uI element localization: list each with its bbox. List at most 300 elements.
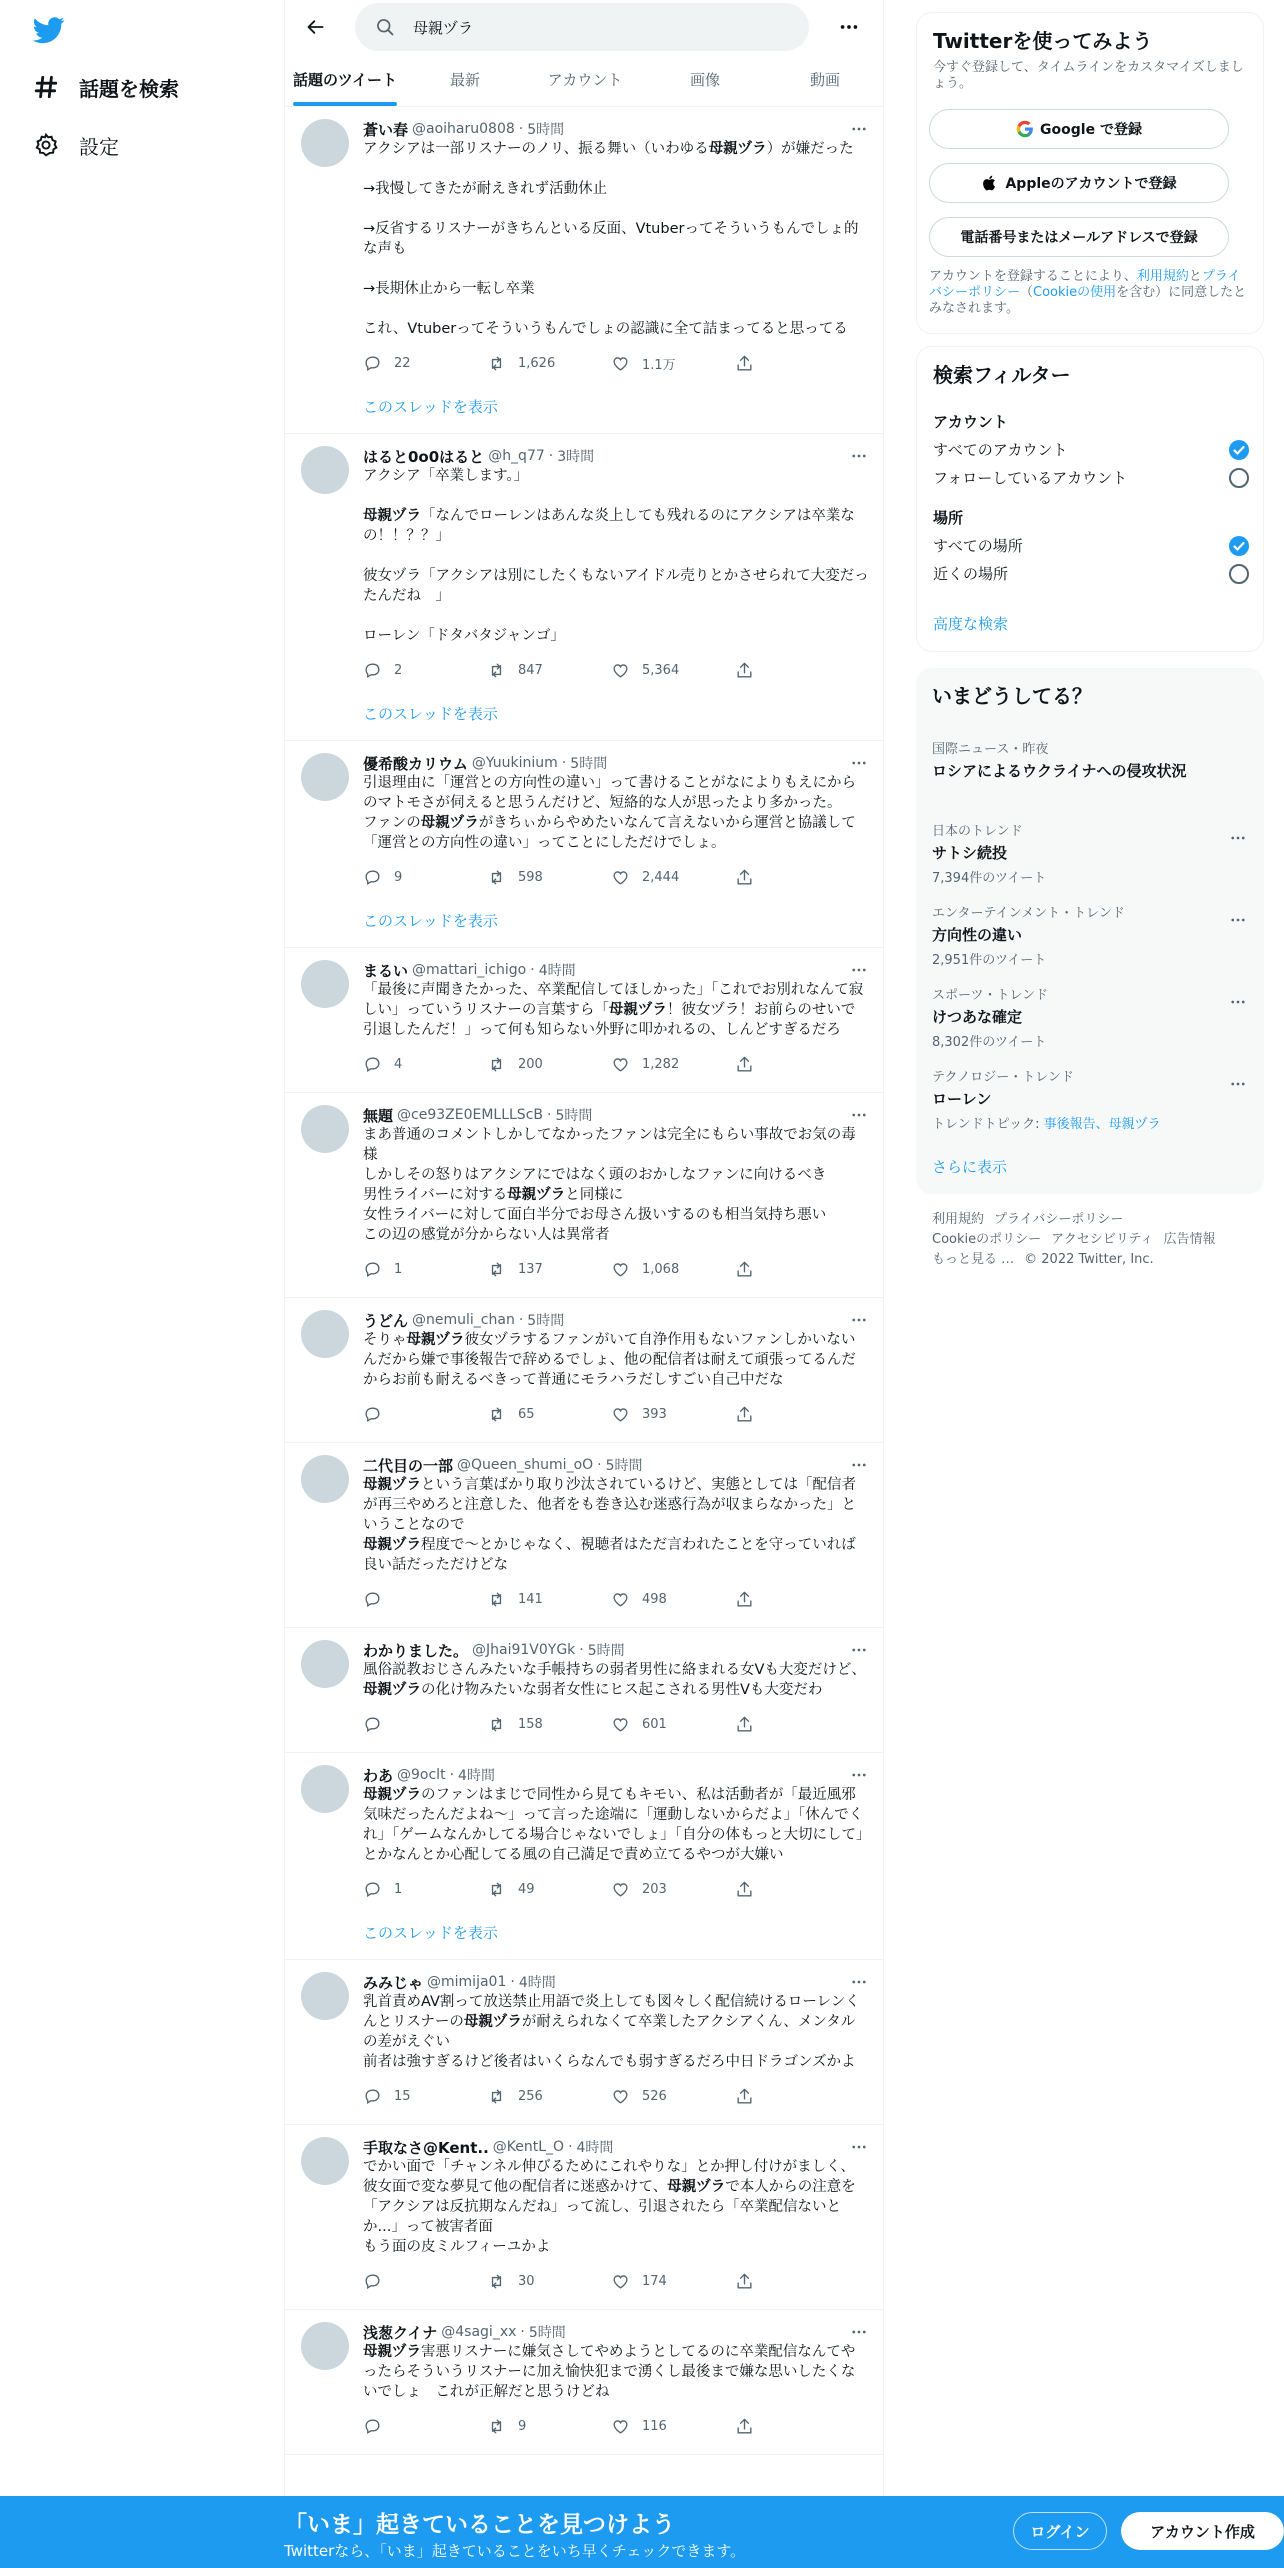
like-button[interactable] <box>611 661 735 680</box>
tweet-timestamp[interactable]: 5時間 <box>527 1313 565 1329</box>
like-count: 174 <box>642 2273 667 2289</box>
reply-icon <box>363 1260 382 1279</box>
retweet-icon <box>487 2087 506 2106</box>
tweet-actions <box>363 859 869 895</box>
reply-icon <box>363 1405 382 1424</box>
tweet-more-icon[interactable] <box>849 1640 869 1660</box>
tweet[interactable] <box>285 741 884 948</box>
like-count: 526 <box>642 2088 667 2104</box>
google-signup-label: Google で登録 <box>1040 122 1142 138</box>
trend-more-icon[interactable] <box>1228 992 1248 1012</box>
filter-place-heading: 場所 <box>933 509 964 527</box>
avatar[interactable] <box>301 1765 349 1813</box>
separator-dot: · <box>547 1107 552 1123</box>
tweet-author-handle[interactable]: @nemuli_chan <box>412 1312 515 1328</box>
radio-checked-icon[interactable] <box>1229 536 1249 556</box>
share-button[interactable] <box>735 1715 766 1734</box>
tweet-author-name[interactable]: 二代目の一部 <box>363 1456 454 1475</box>
avatar[interactable] <box>301 1310 349 1358</box>
retweet-button[interactable] <box>487 2417 611 2436</box>
tweet-author-name[interactable]: 優希酸カリウム <box>363 754 468 773</box>
more-horizontal-icon <box>838 16 860 38</box>
footer-link[interactable]: Cookieのポリシー <box>932 1232 1042 1247</box>
share-button[interactable] <box>735 1880 766 1899</box>
tweet-author-handle[interactable]: @Yuukinium <box>471 755 558 771</box>
retweet-count: 65 <box>518 1406 535 1422</box>
tweet[interactable] <box>285 1753 884 1960</box>
privacy-link[interactable]: プライバシーポリシー <box>929 269 1241 300</box>
tweet-actions <box>363 1706 869 1742</box>
share-icon <box>735 1880 754 1899</box>
trend-topics <box>932 1113 1248 1132</box>
terms-text: アカウントを登録することにより、 <box>929 269 1137 284</box>
separator-dot: · <box>518 121 524 137</box>
heart-icon <box>611 661 630 680</box>
reply-button[interactable] <box>363 1880 487 1899</box>
tweet-author-handle[interactable]: @KentL_O <box>492 2139 565 2155</box>
share-button[interactable] <box>735 661 766 680</box>
tweet-text: そりゃ母親ヅラ彼女ヅラするファンがいて自浄作用もないファンしかいないんだから嫌で事後報告で辞めるでしょ、他の配信者は耐えて頑張ってるんだからお前も耐えるべきって普通にモラハラだしすごい自己中だな <box>363 1332 856 1388</box>
filter-option-label: すべての場所 <box>933 537 1023 555</box>
retweet-icon <box>487 2417 506 2436</box>
avatar[interactable] <box>301 753 349 801</box>
separator-dot: · <box>530 962 535 978</box>
tweet-actions <box>363 1871 869 1907</box>
trend-name: ローレン <box>932 1090 992 1108</box>
terms-link[interactable]: 利用規約 <box>1136 269 1189 284</box>
tweet[interactable] <box>285 948 884 1093</box>
tweet-author-handle[interactable]: @Jhai91V0YGk <box>472 1642 576 1658</box>
reply-count: 1 <box>394 1881 403 1897</box>
filter-account-heading: アカウント <box>933 413 1008 431</box>
terms-text: を含む）に同意したとみなされます。 <box>929 285 1247 316</box>
main-column <box>284 0 884 2568</box>
tweet-timestamp[interactable]: 5時間 <box>527 122 565 138</box>
tweet[interactable] <box>285 1960 884 2125</box>
like-count: 5,364 <box>642 662 680 678</box>
retweet-icon <box>487 661 506 680</box>
filter-option-label: すべてのアカウント <box>933 441 1068 459</box>
share-button[interactable] <box>735 2272 766 2291</box>
trend-more-icon[interactable] <box>1228 1074 1248 1094</box>
like-count: 1,068 <box>642 1261 680 1277</box>
reply-icon <box>363 1590 382 1609</box>
tweet-text: 乳首責めAV割って放送禁止用語で炎上しても図々しく配信続けるローレンくんとリスナーの母親ヅラが耐えられなくて卒業したアクシアくん、メンタルの差がえぐい 前者は強すぎるけど後者はいくらなんでも弱すぎるだろ中日ドラゴンズかよ <box>363 1994 860 2070</box>
google-signup-button[interactable] <box>929 109 1229 149</box>
tweet-more-icon[interactable] <box>849 119 869 139</box>
tweet[interactable] <box>285 1628 884 1753</box>
tweet-author-name[interactable]: わかりました。 <box>363 1641 469 1660</box>
retweet-count: 141 <box>518 1591 543 1607</box>
like-count: 1,282 <box>642 1056 680 1072</box>
footer-link[interactable]: もっと見る … <box>932 1252 1015 1267</box>
tweet-text: アクシアは一部リスナーのノリ、振る舞い（いわゆる母親ヅラ）が嫌だった →我慢してきたが耐えきれず活動休止 →反省するリスナーがきちんといる反面、Vtuberってそういうもんでしょ的な声も →長期休止から一転し卒業 これ、Vtuberってそういうもんでしょの認識に全て詰まってると思ってる <box>363 141 859 337</box>
tweet[interactable] <box>285 2310 884 2455</box>
retweet-count: 158 <box>518 1716 543 1732</box>
tweet-timestamp[interactable]: 5時間 <box>605 1458 643 1474</box>
reply-button[interactable] <box>363 354 487 373</box>
tweet-actions <box>363 1251 869 1287</box>
reply-icon <box>363 1055 382 1074</box>
tweet-text: 風俗説教おじさんみたいな手帳持ちの弱者男性に絡まれる女Vも大変だけど、母親ヅラの化け物みたいな弱者女性にヒス起こされる男性Vも大変だわ <box>363 1662 866 1698</box>
search-tabs <box>285 53 884 107</box>
heart-icon <box>611 1880 630 1899</box>
reply-icon <box>363 1715 382 1734</box>
separator-dot: · <box>510 1974 515 1990</box>
tweet-more-icon[interactable] <box>849 1310 869 1330</box>
retweet-count: 598 <box>518 869 543 885</box>
tweet-author-name[interactable]: 無題 <box>363 1106 394 1125</box>
show-thread-link[interactable]: このスレッドを表示 <box>363 1924 498 1942</box>
like-button[interactable] <box>611 354 735 373</box>
avatar[interactable] <box>301 119 349 167</box>
retweet-button[interactable] <box>487 1590 611 1609</box>
share-icon <box>735 1590 754 1609</box>
trends-title: いまどうしてる？ <box>932 684 1092 708</box>
filter-all-accounts[interactable] <box>933 439 1249 460</box>
retweet-button[interactable] <box>487 661 611 680</box>
filter-option-label: 近くの場所 <box>933 565 1009 583</box>
tweet[interactable] <box>285 434 884 741</box>
tweet-author-handle[interactable]: @mimija01 <box>427 1974 507 1990</box>
tweet-author-handle[interactable]: @Queen_shumi_oO <box>457 1457 594 1473</box>
tweet[interactable] <box>285 1298 884 1443</box>
trend-category: 国際ニュース・昨夜 <box>932 742 1049 757</box>
twitter-logo-icon[interactable] <box>33 14 65 46</box>
avatar[interactable] <box>301 2322 349 2370</box>
tweet[interactable] <box>285 1443 884 1628</box>
filter-all-places[interactable] <box>933 535 1249 556</box>
tweet-author-handle[interactable]: @ce93ZE0EMLLLScB <box>397 1107 543 1123</box>
separator-dot: · <box>597 1457 602 1473</box>
tweet-author-name[interactable]: まるい <box>363 961 409 980</box>
avatar[interactable] <box>301 1972 349 2020</box>
tweet-timestamp[interactable]: 5時間 <box>555 1108 593 1124</box>
retweet-icon <box>487 354 506 373</box>
retweet-icon <box>487 2272 506 2291</box>
tweet-author-name[interactable]: 手取なさ@Kent.. <box>363 2138 489 2157</box>
signup-title: Twitterを使ってみよう <box>933 29 1153 53</box>
create-account-button[interactable]: アカウント作成 <box>1121 2512 1284 2550</box>
retweet-icon <box>487 1590 506 1609</box>
like-button[interactable] <box>611 1260 735 1279</box>
avatar[interactable] <box>301 1105 349 1153</box>
retweet-button[interactable] <box>487 1715 611 1734</box>
tab-photos[interactable]: 画像 <box>689 71 720 89</box>
more-options-button[interactable] <box>834 12 864 42</box>
reply-icon <box>363 1880 382 1899</box>
share-button[interactable] <box>735 2417 766 2436</box>
footer-link[interactable]: 広告情報 <box>1163 1232 1216 1247</box>
filter-following-accounts[interactable] <box>933 467 1249 488</box>
reply-count: 15 <box>394 2088 411 2104</box>
share-icon <box>735 2272 754 2291</box>
reply-icon <box>363 2272 382 2291</box>
tweet-author-name[interactable]: 浅葱クイナ <box>363 2323 438 2342</box>
retweet-button[interactable] <box>487 1880 611 1899</box>
trend-item[interactable] <box>932 738 1248 781</box>
reply-button[interactable] <box>363 2417 487 2436</box>
share-icon <box>735 1260 754 1279</box>
tweet-timestamp[interactable]: 5時間 <box>528 2325 566 2341</box>
tweet-author-name[interactable]: うどん <box>363 1311 409 1330</box>
footer-link[interactable]: 利用規約 <box>932 1212 985 1227</box>
reply-icon <box>363 354 382 373</box>
tab-people[interactable]: アカウント <box>547 71 623 89</box>
heart-icon <box>611 1260 630 1279</box>
separator-dot: · <box>561 755 567 771</box>
login-button[interactable]: ログイン <box>1013 2512 1107 2550</box>
share-icon <box>735 661 754 680</box>
tweet-more-icon[interactable] <box>849 2322 869 2342</box>
separator-dot: · <box>518 1312 524 1328</box>
phone-email-signup-button[interactable]: 電話番号またはメールアドレスで登録 <box>929 217 1229 257</box>
like-button[interactable] <box>611 2272 735 2291</box>
tweet-more-icon[interactable] <box>849 2137 869 2157</box>
tweet-timestamp[interactable]: 4時間 <box>538 963 576 979</box>
signup-terms <box>929 269 1249 317</box>
tweet-more-icon[interactable] <box>849 960 869 980</box>
nav-explore[interactable] <box>33 59 179 115</box>
signup-subtitle: 今すぐ登録して、タイムラインをカスタマイズしましょう。 <box>933 60 1244 91</box>
left-nav <box>0 0 284 2568</box>
tweet-text: でかい面で「チャンネル伸びるためにこれやりな」とか押し付けがましく、彼女面で変な夢見て他の配信者に迷惑かけて、母親ヅラで本人からの注意を「アクシアは反抗期なんだね」って流し、引退されたら「卒業配信ないとか...」って被害者面 もう面の皮ミルフィーユかよ <box>363 2159 856 2255</box>
retweet-button[interactable] <box>487 2272 611 2291</box>
heart-icon <box>611 1590 630 1609</box>
tweet-timestamp[interactable]: 5時間 <box>570 756 608 772</box>
share-button[interactable] <box>735 354 766 373</box>
tweet-timestamp[interactable]: 4時間 <box>458 1768 495 1784</box>
footer-links <box>932 1210 1252 1270</box>
like-count: 498 <box>642 1591 667 1607</box>
share-icon <box>735 1715 754 1734</box>
tab-videos[interactable]: 動画 <box>809 71 840 89</box>
tweet-more-icon[interactable] <box>849 446 869 466</box>
avatar[interactable] <box>301 960 349 1008</box>
trend-item[interactable] <box>932 902 1248 968</box>
reply-count: 1 <box>394 1261 403 1277</box>
arrow-left-icon <box>306 17 326 37</box>
tweet-timestamp[interactable]: 4時間 <box>518 1975 556 1991</box>
share-icon <box>735 2417 754 2436</box>
trend-name: サトシ続投 <box>932 844 1008 862</box>
search-filters-card <box>916 346 1264 652</box>
retweet-count: 256 <box>518 2088 543 2104</box>
search-icon <box>375 17 395 37</box>
tweet-author-handle[interactable]: @aoiharu0808 <box>412 121 515 137</box>
trend-item[interactable] <box>932 984 1248 1050</box>
nav-settings[interactable] <box>33 117 119 173</box>
like-button[interactable] <box>611 868 735 887</box>
trend-more-icon[interactable] <box>1228 828 1248 848</box>
trends-card <box>916 668 1264 1194</box>
radio-checked-icon[interactable] <box>1229 440 1249 460</box>
heart-icon <box>611 1405 630 1424</box>
tweet-more-icon[interactable] <box>849 1972 869 1992</box>
tweet-text: 母親ヅラという言葉ばかり取り沙汰されているけど、実態としては「配信者が再三やめろと注意した、他者をも巻き込む迷惑行為が収まらなかった」ということなので 母親ヅラ程度で〜とかじゃなく、視聴者はただ言われたことを守っていれば良い話だっただけどな <box>363 1477 856 1573</box>
heart-icon <box>611 1055 630 1074</box>
like-button[interactable] <box>611 1715 735 1734</box>
like-button[interactable] <box>611 2417 735 2436</box>
tweet-author-name[interactable]: みみじゃ <box>363 1973 424 1992</box>
reply-icon <box>363 2417 382 2436</box>
tweet-author-name[interactable]: 蒼い春 <box>363 120 409 139</box>
reply-button[interactable] <box>363 1055 487 1074</box>
copyright: © 2022 Twitter, Inc. <box>1024 1252 1154 1267</box>
radio-unchecked-icon[interactable] <box>1229 468 1249 488</box>
nav-settings-label: 設定 <box>79 134 119 159</box>
trend-topic-links[interactable]: 事後報告、母親ヅラ <box>1043 1117 1161 1132</box>
reply-button[interactable] <box>363 868 487 887</box>
trend-more-icon[interactable] <box>1228 910 1248 930</box>
tweet[interactable] <box>285 2125 884 2310</box>
retweet-button[interactable] <box>487 2087 611 2106</box>
trends-show-more-link[interactable]: さらに表示 <box>932 1158 1008 1176</box>
search-box[interactable] <box>355 3 809 51</box>
like-count: 601 <box>642 1716 667 1732</box>
tweet-more-icon[interactable] <box>849 753 869 773</box>
trend-name: けつあな確定 <box>932 1008 1023 1026</box>
filter-nearby-places[interactable] <box>933 563 1249 584</box>
hashtag-icon <box>33 74 59 100</box>
tweet-text: 母親ヅラのファンはまじで同性から見てもキモい、私は活動者が「最近風邪気味だったんだよね〜」って言った途端に「運動しないからだよ」「休んでくれ」「ゲームなんかしてる場合じゃないでしょ」「自分の体もっと大切にして」とかなんとか心配してる風の自己満足で責め立てるやつが大嫌い <box>363 1787 864 1863</box>
share-button[interactable] <box>735 1055 766 1074</box>
back-button[interactable] <box>299 10 333 44</box>
trend-category: テクノロジー・トレンド <box>932 1070 1074 1085</box>
show-thread-link[interactable]: このスレッドを表示 <box>363 398 498 416</box>
like-button[interactable] <box>611 1405 735 1424</box>
reply-button[interactable] <box>363 1405 487 1424</box>
tweet-text: アクシア「卒業します。」 母親ヅラ「なんでローレンはあんな炎上しても残れるのにアクシアは卒業なの！！？？」 彼女ヅラ「アクシアは別にしたくもないアイドル売りとかさせられて大変だったんだね 」 ローレン「ドタバタジャンゴ」 <box>363 468 869 644</box>
reply-count: 9 <box>394 869 403 885</box>
apple-signup-button[interactable] <box>929 163 1229 203</box>
tweet-author-name[interactable]: はると0o0はると <box>363 447 485 466</box>
show-thread-link[interactable]: このスレッドを表示 <box>363 912 498 930</box>
tab-latest[interactable]: 最新 <box>449 71 480 89</box>
like-count: 1.1万 <box>642 357 676 373</box>
trend-item[interactable] <box>932 1066 1248 1132</box>
share-button[interactable] <box>735 1590 766 1609</box>
tweet-author-handle[interactable]: @4sagi_xx <box>441 2324 517 2340</box>
tweet-text: 引退理由に「運営との方向性の違い」って書けることがなによりもえにからのマトモさが伺えると思うんだけど、短絡的な人が思ったより多かった。 ファンの母親ヅラがきちぃからやめたいなんて言えないから運営と協議して「運営との方向性の違い」ってことにしただけでしょ。 <box>363 775 856 851</box>
share-button[interactable] <box>735 2087 766 2106</box>
filters-title: 検索フィルター <box>933 363 1071 387</box>
avatar[interactable] <box>301 1455 349 1503</box>
like-count: 2,444 <box>642 869 680 885</box>
retweet-icon <box>487 1260 506 1279</box>
trend-name: 方向性の違い <box>932 926 1023 944</box>
like-button[interactable] <box>611 2087 735 2106</box>
reply-button[interactable] <box>363 661 487 680</box>
show-thread-link[interactable]: このスレッドを表示 <box>363 705 498 723</box>
retweet-button[interactable] <box>487 1405 611 1424</box>
footer-link[interactable]: プライバシーポリシー <box>994 1212 1124 1227</box>
share-icon <box>735 2087 754 2106</box>
reply-button[interactable] <box>363 2272 487 2291</box>
tweet-timestamp[interactable]: 3時間 <box>557 449 595 465</box>
tweet-text: まあ普通のコメントしかしてなかったファンは完全にもらい事故でお気の毒様 しかしその怒りはアクシアにではなく頭のおかしなファンに向けるべき 男性ライバーに対する母親ヅラと同様に 女性ライバーに対して面白半分でお母さん扱いするのも相当気持ち悪い この辺の感覚が分からない人は異常者 <box>363 1127 856 1243</box>
tweet-author-name[interactable]: わあ <box>363 1766 394 1785</box>
tweet-timestamp[interactable]: 4時間 <box>576 2140 614 2156</box>
avatar[interactable] <box>301 446 349 494</box>
footer-link[interactable]: アクセシビリティ <box>1051 1232 1154 1247</box>
trend-item[interactable] <box>932 820 1248 886</box>
share-icon <box>735 354 754 373</box>
tweet[interactable] <box>285 107 884 434</box>
retweet-button[interactable] <box>487 1260 611 1279</box>
tweet-actions <box>363 2408 869 2444</box>
like-button[interactable] <box>611 1590 735 1609</box>
reply-button[interactable] <box>363 1260 487 1279</box>
tweet-author-handle[interactable]: @h_q77 <box>488 448 545 464</box>
cookie-link[interactable]: Cookieの使用 <box>1033 285 1117 300</box>
radio-unchecked-icon[interactable] <box>1229 564 1249 584</box>
tweet[interactable] <box>285 1093 884 1298</box>
trend-name: ロシアによるウクライナへの侵攻状況 <box>932 762 1187 780</box>
tweet-timestamp[interactable]: 5時間 <box>587 1643 625 1659</box>
trend-count: 2,951件のツイート <box>932 953 1047 968</box>
tweet-actions <box>363 1581 869 1617</box>
share-button[interactable] <box>735 1260 766 1279</box>
like-button[interactable] <box>611 1055 735 1074</box>
banner-subtitle: Twitterなら、「いま」起きていることをいち早くチェックできます。 <box>284 2542 746 2560</box>
retweet-icon <box>487 1055 506 1074</box>
terms-text: （ <box>1020 285 1034 300</box>
tweet-actions <box>363 1396 869 1432</box>
filter-option-label: フォローしているアカウント <box>933 469 1128 487</box>
retweet-count: 49 <box>518 1881 535 1897</box>
reply-button[interactable] <box>363 1590 487 1609</box>
heart-icon <box>611 2087 630 2106</box>
avatar[interactable] <box>301 2137 349 2185</box>
retweet-button[interactable] <box>487 868 611 887</box>
tweet-author-handle[interactable]: @9oclt <box>397 1767 446 1783</box>
tweet-actions <box>363 652 869 688</box>
like-count: 393 <box>642 1406 667 1422</box>
avatar[interactable] <box>301 1640 349 1688</box>
share-button[interactable] <box>735 868 766 887</box>
heart-icon <box>611 2272 630 2291</box>
like-button[interactable] <box>611 1880 735 1899</box>
trend-category: 日本のトレンド <box>932 824 1023 839</box>
bottom-signup-banner <box>0 2496 1284 2568</box>
trend-count: 8,302件のツイート <box>932 1035 1047 1050</box>
tab-top[interactable]: 話題のツイート <box>285 53 405 106</box>
tweet-author-handle[interactable]: @mattari_ichigo <box>412 962 527 978</box>
reply-button[interactable] <box>363 1715 487 1734</box>
retweet-count: 1,626 <box>518 355 556 371</box>
retweet-button[interactable] <box>487 1055 611 1074</box>
trend-count: 7,394件のツイート <box>932 871 1047 886</box>
tweet-actions <box>363 1046 869 1082</box>
advanced-search-link[interactable]: 高度な検索 <box>933 615 1009 633</box>
share-button[interactable] <box>735 1405 766 1424</box>
retweet-count: 137 <box>518 1261 543 1277</box>
retweet-button[interactable] <box>487 354 611 373</box>
separator-dot: · <box>579 1642 584 1658</box>
tweet-more-icon[interactable] <box>849 1765 869 1785</box>
retweet-icon <box>487 1715 506 1734</box>
tweet-more-icon[interactable] <box>849 1105 869 1125</box>
retweet-icon <box>487 1405 506 1424</box>
retweet-count: 9 <box>518 2418 527 2434</box>
tweet-more-icon[interactable] <box>849 1455 869 1475</box>
search-input[interactable] <box>413 18 773 36</box>
reply-icon <box>363 661 382 680</box>
apple-signup-label: Appleのアカウントで登録 <box>1005 176 1177 192</box>
reply-button[interactable] <box>363 2087 487 2106</box>
reply-count: 4 <box>394 1056 403 1072</box>
